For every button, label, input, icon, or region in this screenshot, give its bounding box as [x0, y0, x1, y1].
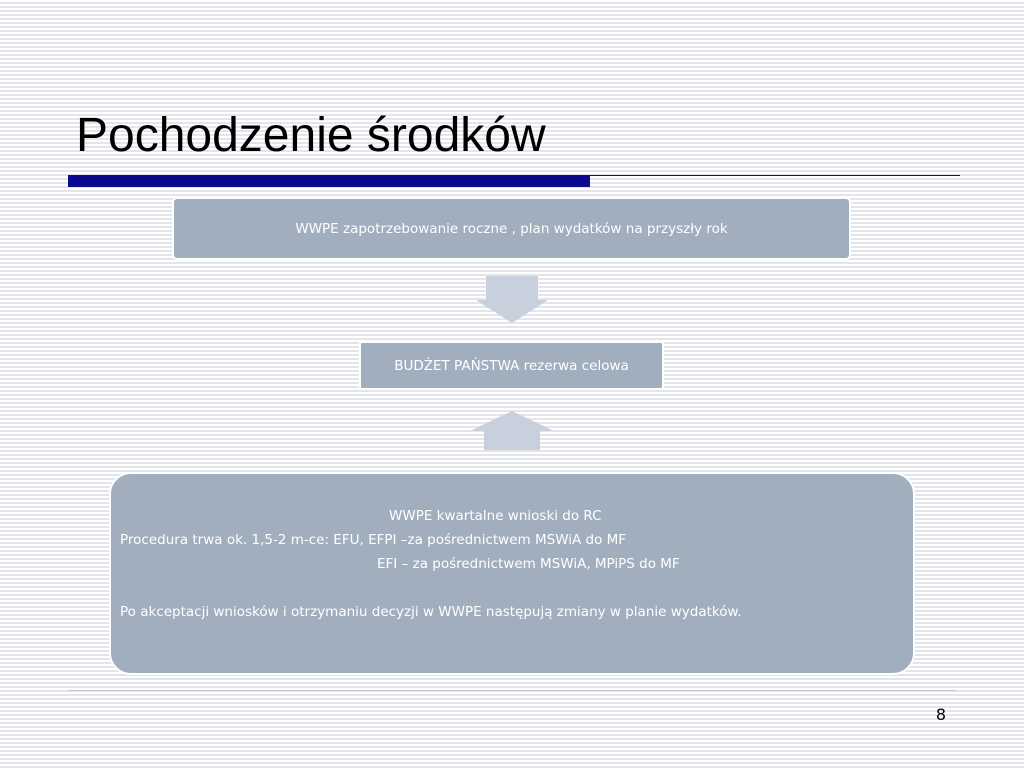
procedure-line: Procedura trwa ok. 1,5-2 m-ce: EFU, EFPI –za pośrednictwem MSWiA do MF: [120, 532, 627, 548]
annual-demand-box: [172, 197, 851, 260]
acceptance-line: Po akceptacji wniosków i otrzymaniu decyzji w WWPE następują zmiany w planie wydatków.: [120, 604, 742, 620]
annual-demand-text: WWPE zapotrzebowanie roczne , plan wydatków na przyszły rok: [295, 220, 728, 237]
arrow-up-icon: [469, 411, 555, 451]
quarterly-requests-box: [109, 472, 915, 675]
spacer: [111, 576, 913, 600]
title-underline-thin: [590, 175, 960, 176]
state-budget-text: BUDŻET PAŃSTWA rezerwa celowa: [394, 357, 629, 374]
slide-title: Pochodzenie środków: [76, 109, 546, 162]
footer-divider: [68, 690, 956, 691]
arrow-down-icon: [474, 276, 550, 324]
title-underline-thick: [68, 175, 590, 187]
state-budget-box: [359, 341, 664, 390]
efi-line: EFI – za pośrednictwem MSWiA, MPiPS do MF: [377, 556, 680, 572]
quarterly-requests-line: WWPE kwartalne wnioski do RC: [389, 508, 602, 524]
page-number: 8: [935, 705, 946, 724]
